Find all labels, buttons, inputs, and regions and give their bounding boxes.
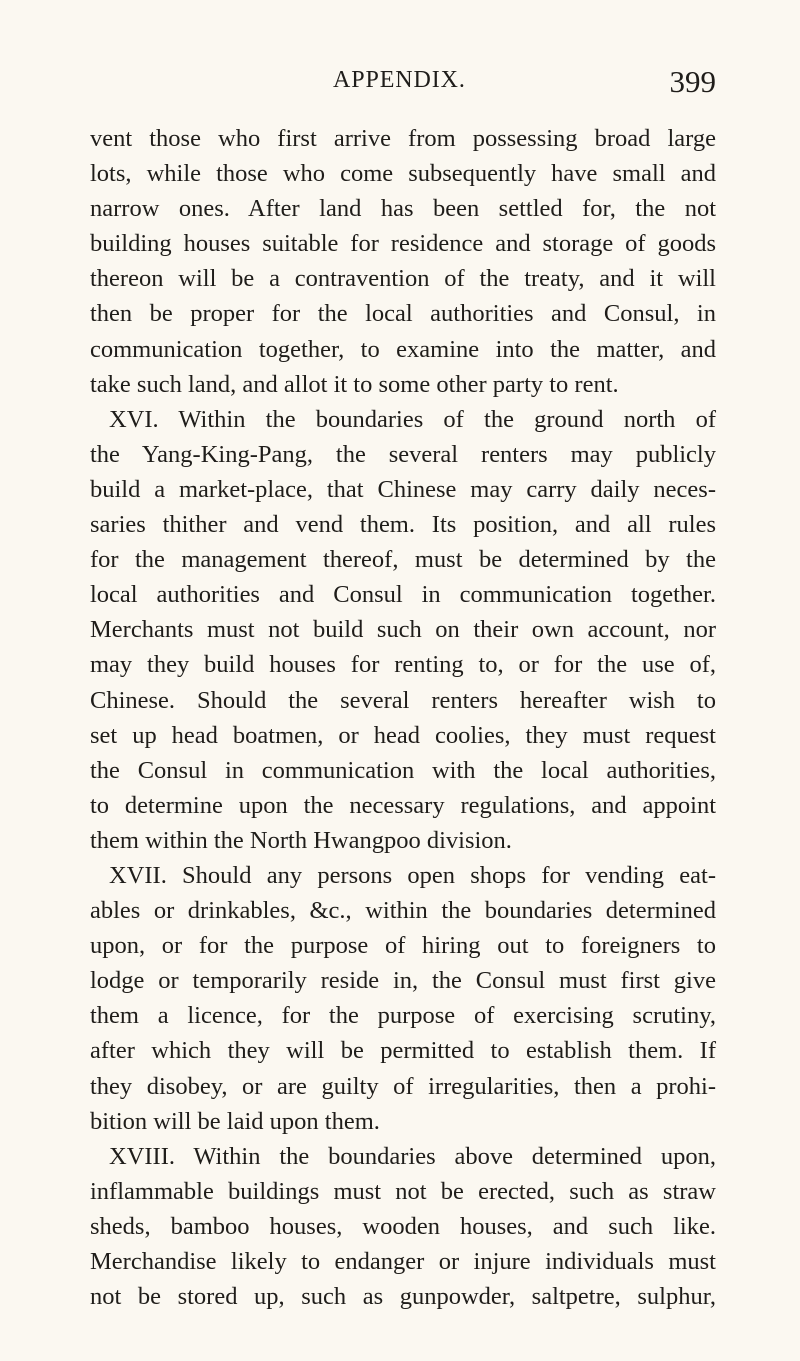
text-line: bition will be laid upon them. <box>90 1107 380 1135</box>
text-line: after which they will be permitted to establish them. If <box>90 1037 716 1065</box>
text-line: ables or drinkables, &c., within the boundaries determined <box>90 897 716 925</box>
text-line: lots, while those who come subsequently have small and <box>90 160 716 188</box>
text-line: then be proper for the local authorities and Consul, in <box>90 300 716 328</box>
text-line: the Yang-King-Pang, the several renters may publicly <box>90 440 716 468</box>
page-number: 399 <box>669 64 716 99</box>
running-title: APPENDIX. <box>333 67 466 93</box>
page-header <box>90 64 716 104</box>
text-line: them within the North Hwangpoo division. <box>90 826 512 854</box>
text-line: upon, or for the purpose of hiring out to foreigners to <box>90 932 716 960</box>
section-heading-line: XVIII. Within the boundaries above determined upon, <box>109 1142 716 1170</box>
section-heading-line: XVI. Within the boundaries of the ground north of <box>109 405 716 433</box>
text-line: building houses suitable for residence and storage of goods <box>90 230 716 258</box>
text-line: Merchants must not build such on their own account, nor <box>90 616 716 644</box>
text-line: they disobey, or are guilty of irregularities, then a prohi- <box>90 1072 716 1100</box>
text-line: saries thither and vend them. Its position, and all rules <box>90 511 716 539</box>
text-line: to determine upon the necessary regulations, and appoint <box>90 791 716 819</box>
body-text <box>90 121 716 1314</box>
text-line: Chinese. Should the several renters hereafter wish to <box>90 686 716 714</box>
text-line: sheds, bamboo houses, wooden houses, and such like. <box>90 1212 716 1240</box>
text-line: take such land, and allot it to some other party to rent. <box>90 370 619 398</box>
text-line: set up head boatmen, or head coolies, they must request <box>90 721 716 749</box>
text-line: local authorities and Consul in communication together. <box>90 581 716 609</box>
text-line: for the management thereof, must be determined by the <box>90 546 716 574</box>
text-line: lodge or temporarily reside in, the Consul must first give <box>90 967 716 995</box>
text-line: not be stored up, such as gunpowder, saltpetre, sulphur, <box>90 1283 716 1311</box>
text-line: thereon will be a contravention of the treaty, and it will <box>90 265 716 293</box>
text-line: may they build houses for renting to, or for the use of, <box>90 651 716 679</box>
text-line: them a licence, for the purpose of exercising scrutiny, <box>90 1002 716 1030</box>
text-line: Merchandise likely to endanger or injure individuals must <box>90 1248 716 1275</box>
text-line: vent those who first arrive from possessing broad large <box>90 125 716 152</box>
text-line: inflammable buildings must not be erected, such as straw <box>90 1177 716 1205</box>
text-line: narrow ones. After land has been settled for, the not <box>90 195 716 223</box>
text-line: communication together, to examine into the matter, and <box>90 335 716 363</box>
text-line: the Consul in communication with the local authorities, <box>90 756 716 784</box>
section-heading-line: XVII. Should any persons open shops for vending eat- <box>109 861 716 889</box>
text-line: build a market-place, that Chinese may carry daily neces- <box>90 475 716 503</box>
